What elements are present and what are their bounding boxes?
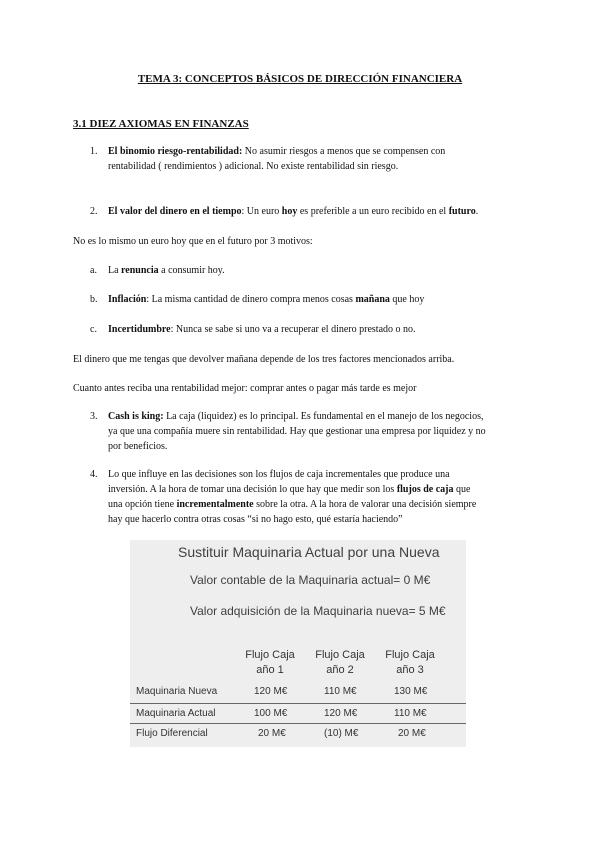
item-bold: futuro: [448, 206, 476, 217]
list-item: [108, 409, 548, 454]
item-bold: renuncia: [121, 265, 159, 276]
item-text: ya que una compañía muere sin rentabilidad. Hay que gestionar una empresa por liquidez y no: [108, 426, 486, 437]
item-text: : Nunca se sabe si uno va a recuperar el dinero prestado o no.: [170, 324, 416, 335]
list-item: [108, 204, 548, 219]
list-letter: a.: [90, 265, 97, 276]
item-text: a consumir hoy.: [158, 265, 225, 276]
cell-year1: 120 M€: [254, 686, 288, 697]
item-bold: El binomio riesgo-rentabilidad:: [108, 146, 243, 157]
item-text: : La misma cantidad de dinero compra menos cosas: [146, 294, 356, 305]
item-text: No asumir riesgos a menos que se compensen con: [242, 146, 446, 157]
sub-list-item: [108, 322, 416, 337]
cell-year1: 100 M€: [254, 708, 288, 719]
cell-year1: 20 M€: [258, 728, 286, 739]
row-label: Flujo Diferencial: [136, 728, 208, 739]
list-number: 4.: [90, 469, 98, 480]
item-text: es preferible a un euro recibido en el: [297, 206, 449, 217]
list-letter: b.: [90, 294, 98, 305]
item-text: La: [108, 265, 122, 276]
header-line: Flujo Caja: [385, 649, 435, 661]
cell-year3: 20 M€: [398, 728, 426, 739]
paragraph: El dinero que me tengas que devolver mañana depende de los tres factores mencionados arriba.: [73, 354, 455, 365]
cell-year2: (10) M€: [324, 728, 359, 739]
row-label: Maquinaria Nueva: [136, 686, 218, 697]
item-text: La caja (liquidez) es lo principal. Es fundamental en el manejo de los negocios,: [163, 411, 484, 422]
cell-year3: 110 M€: [394, 708, 427, 719]
row-divider: [130, 703, 466, 704]
item-text: por beneficios.: [108, 441, 168, 452]
list-letter: c.: [90, 324, 97, 335]
item-text: .: [475, 206, 479, 217]
column-header-year3: [380, 648, 440, 678]
item-text: hay que hacerlo contra otras cosas “si no hago esto, qué estaría haciendo”: [108, 514, 403, 525]
header-line: año 1: [256, 664, 284, 676]
item-text: Lo que influye en las decisiones son los flujos de caja incrementales que produce una: [108, 469, 450, 480]
item-text: que hoy: [389, 294, 425, 305]
table-note-book-value: Valor contable de la Maquinaria actual= 0 M€: [190, 573, 431, 587]
header-line: año 2: [326, 664, 354, 676]
item-text-line2: rentabilidad ( rendimientos ) adicional. No existe rentabilidad sin riesgo.: [108, 161, 399, 172]
cash-flow-table-figure: [130, 540, 466, 747]
item-bold: incrementalmente: [176, 499, 254, 510]
sub-list-item: [108, 263, 225, 278]
item-bold: mañana: [355, 294, 390, 305]
item-text: sobre la otra. A la hora de valorar una decisión siempre: [253, 499, 477, 510]
item-text: inversión. A la hora de tomar una decisión lo que hay que medir son los: [108, 484, 397, 495]
column-header-year2: [310, 648, 370, 678]
item-bold: El valor del dinero en el tiempo: [108, 206, 242, 217]
page-title: TEMA 3: CONCEPTOS BÁSICOS DE DIRECCIÓN FINANCIERA: [137, 73, 463, 85]
header-line: año 3: [396, 664, 424, 676]
paragraph: No es lo mismo un euro hoy que en el futuro por 3 motivos:: [73, 236, 313, 247]
row-divider: [130, 723, 466, 724]
item-text: una opción tiene: [108, 499, 177, 510]
table-note-acquisition-value: Valor adquisición de la Maquinaria nueva= 5 M€: [190, 604, 446, 618]
item-bold: flujos de caja: [396, 484, 454, 495]
item-bold: Inflación: [108, 294, 147, 305]
paragraph: Cuanto antes reciba una rentabilidad mejor: comprar antes o pagar más tarde es mejor: [73, 383, 417, 394]
item-bold: Incertidumbre: [108, 324, 171, 335]
item-text: que: [453, 484, 471, 495]
item-bold: Cash is king:: [108, 411, 164, 422]
sub-list-item: [108, 292, 424, 307]
section-heading: 3.1 DIEZ AXIOMAS EN FINANZAS: [73, 118, 249, 130]
item-text: : Un euro: [241, 206, 282, 217]
list-item: [108, 144, 528, 174]
cell-year2: 120 M€: [324, 708, 358, 719]
item-bold: hoy: [281, 206, 298, 217]
list-number: 2.: [90, 206, 98, 217]
header-line: Flujo Caja: [245, 649, 295, 661]
table-title: Sustituir Maquinaria Actual por una Nueva: [178, 544, 440, 560]
list-number: 1.: [90, 146, 98, 157]
row-label: Maquinaria Actual: [136, 708, 216, 719]
cell-year2: 110 M€: [324, 686, 357, 697]
cell-year3: 130 M€: [394, 686, 428, 697]
list-number: 3.: [90, 411, 98, 422]
column-header-year1: [240, 648, 300, 678]
list-item: [108, 467, 548, 527]
header-line: Flujo Caja: [315, 649, 365, 661]
